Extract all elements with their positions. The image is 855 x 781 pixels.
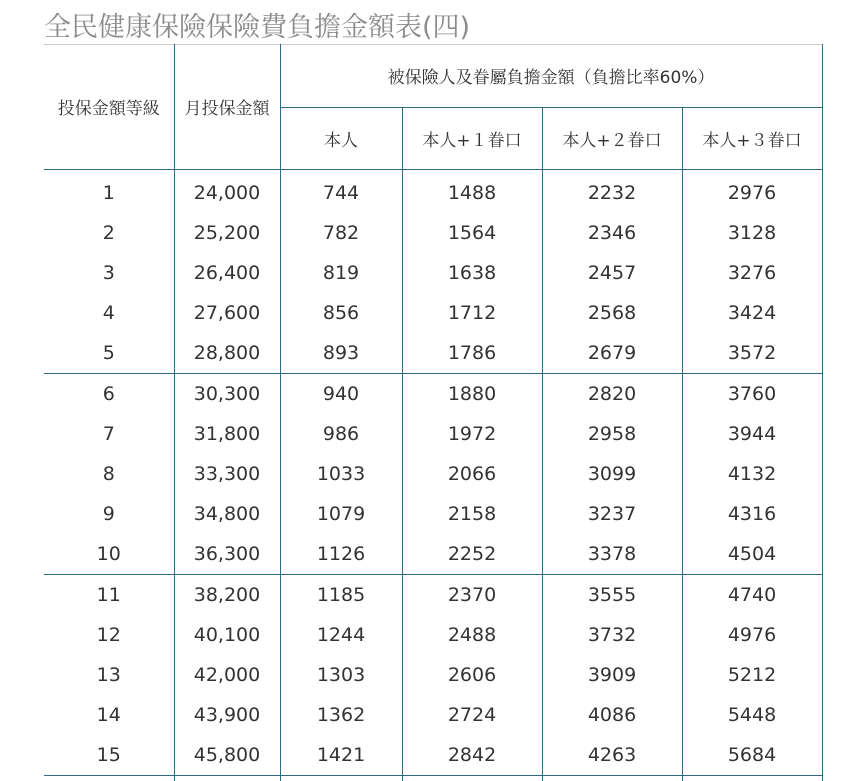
- table-row: [44, 213, 822, 253]
- cell-grade: 15: [44, 735, 174, 776]
- cell-plus1: 1712: [402, 293, 542, 333]
- cell-plus2: 2232: [542, 170, 682, 214]
- table-row: [44, 253, 822, 293]
- cell-self: 986: [280, 414, 402, 454]
- tail-cell: [542, 776, 682, 781]
- cell-self: 1421: [280, 735, 402, 776]
- cell-plus3: 2976: [682, 170, 822, 214]
- cell-plus2: 2568: [542, 293, 682, 333]
- cell-plus2: 3099: [542, 454, 682, 494]
- cell-salary: 42,000: [174, 655, 280, 695]
- cell-self: 1079: [280, 494, 402, 534]
- cell-self: 1362: [280, 695, 402, 735]
- cell-plus2: 2679: [542, 333, 682, 374]
- cell-plus2: 3732: [542, 615, 682, 655]
- cell-grade: 11: [96, 584, 121, 606]
- table-row: [44, 655, 822, 695]
- premium-table: [44, 44, 823, 781]
- cell-plus3: 3760: [682, 374, 822, 415]
- tail-cell: [174, 776, 280, 781]
- cell-salary: 26,400: [174, 253, 280, 293]
- table-row: [44, 333, 822, 374]
- cell-self: 744: [280, 170, 402, 214]
- table-row: [44, 695, 822, 735]
- page-title: 全民健康保險保險費負擔金額表(四): [44, 12, 471, 43]
- header-group: 被保險人及眷屬負擔金額（負擔比率60%）: [280, 44, 822, 108]
- header-self: 本人: [280, 108, 402, 170]
- cell-salary: 28,800: [174, 333, 280, 374]
- cell-self: 940: [280, 374, 402, 415]
- cell-plus3: 4504: [682, 534, 822, 575]
- header-salary: 月投保金額: [174, 44, 280, 170]
- cell-grade: 1: [102, 182, 115, 204]
- table-row: [44, 454, 822, 494]
- cell-self: 819: [280, 253, 402, 293]
- cell-self: 856: [280, 293, 402, 333]
- cell-self: 1033: [280, 454, 402, 494]
- cell-salary: 30,300: [174, 374, 280, 415]
- cell-plus1: 2158: [402, 494, 542, 534]
- cell-plus2: 2457: [542, 253, 682, 293]
- cell-salary: 45,800: [174, 735, 280, 776]
- cell-grade: 10: [44, 534, 174, 575]
- cell-plus3: 3276: [682, 253, 822, 293]
- tail-cell: [402, 776, 542, 781]
- cell-grade: 5: [44, 333, 174, 374]
- cell-plus1: 2724: [402, 695, 542, 735]
- cell-grade: 7: [102, 423, 115, 445]
- cell-salary: 31,800: [174, 414, 280, 454]
- cell-self: 893: [280, 333, 402, 374]
- cell-salary: 25,200: [174, 213, 280, 253]
- cell-plus1: 2606: [402, 655, 542, 695]
- header-plus1: 本人+１眷口: [402, 108, 542, 170]
- cell-plus3: 3572: [682, 333, 822, 374]
- cell-plus2: 3237: [542, 494, 682, 534]
- table-row: [44, 414, 822, 454]
- cell-plus2: 3555: [542, 575, 682, 616]
- table-row: [44, 170, 822, 214]
- cell-plus2: 2346: [542, 213, 682, 253]
- cell-plus3: 4132: [682, 454, 822, 494]
- cell-salary: 40,100: [174, 615, 280, 655]
- cell-plus3: 5212: [682, 655, 822, 695]
- cell-salary: 33,300: [174, 454, 280, 494]
- cell-plus1: 1880: [402, 374, 542, 415]
- cell-salary: 34,800: [174, 494, 280, 534]
- cell-plus1: 1638: [402, 253, 542, 293]
- cell-salary: 38,200: [174, 575, 280, 616]
- table-row: [44, 293, 822, 333]
- cell-self: 1303: [280, 655, 402, 695]
- cell-grade: 2: [102, 222, 115, 244]
- cell-grade: 8: [102, 463, 115, 485]
- tail-cell: [280, 776, 402, 781]
- cell-plus1: 2370: [402, 575, 542, 616]
- table-row: [44, 615, 822, 655]
- cell-self: 1126: [280, 534, 402, 575]
- cell-plus1: 1972: [402, 414, 542, 454]
- cell-plus1: 1564: [402, 213, 542, 253]
- cell-plus2: 4086: [542, 695, 682, 735]
- cell-plus2: 2820: [542, 374, 682, 415]
- cell-salary: 27,600: [174, 293, 280, 333]
- cell-plus3: 3424: [682, 293, 822, 333]
- cell-self: 1244: [280, 615, 402, 655]
- header-plus2: 本人+２眷口: [542, 108, 682, 170]
- table-row: [44, 575, 822, 616]
- table-tail: [44, 776, 822, 781]
- table-body: [44, 170, 822, 781]
- cell-self: 782: [280, 213, 402, 253]
- cell-plus1: 1488: [402, 170, 542, 214]
- cell-grade: 3: [102, 262, 115, 284]
- cell-plus2: 3909: [542, 655, 682, 695]
- cell-plus1: 2252: [402, 534, 542, 575]
- table-row: [44, 494, 822, 534]
- table-row: [44, 735, 822, 776]
- header-plus3: 本人+３眷口: [682, 108, 822, 170]
- cell-grade: 13: [96, 664, 121, 686]
- cell-plus3: 4976: [682, 615, 822, 655]
- table-row: [44, 374, 822, 415]
- cell-plus2: 3378: [542, 534, 682, 575]
- cell-salary: 43,900: [174, 695, 280, 735]
- tail-cell: [682, 776, 822, 781]
- cell-plus3: 5448: [682, 695, 822, 735]
- table-row: [44, 534, 822, 575]
- cell-grade: 12: [96, 624, 121, 646]
- cell-grade: 6: [102, 383, 115, 405]
- cell-plus3: 3128: [682, 213, 822, 253]
- cell-grade: 4: [102, 302, 115, 324]
- tail-cell: [44, 776, 174, 781]
- cell-plus2: 2958: [542, 414, 682, 454]
- cell-plus3: 4740: [682, 575, 822, 616]
- cell-self: 1185: [280, 575, 402, 616]
- cell-plus3: 4316: [682, 494, 822, 534]
- cell-grade: 9: [102, 503, 115, 525]
- cell-grade: 14: [96, 704, 121, 726]
- cell-plus1: 1786: [402, 333, 542, 374]
- cell-salary: 24,000: [174, 170, 280, 214]
- header-grade: 投保金額等級: [44, 44, 174, 170]
- cell-plus3: 3944: [682, 414, 822, 454]
- cell-plus1: 2488: [402, 615, 542, 655]
- cell-plus1: 2066: [402, 454, 542, 494]
- cell-plus1: 2842: [402, 735, 542, 776]
- cell-plus3: 5684: [682, 735, 822, 776]
- cell-plus2: 4263: [542, 735, 682, 776]
- cell-salary: 36,300: [174, 534, 280, 575]
